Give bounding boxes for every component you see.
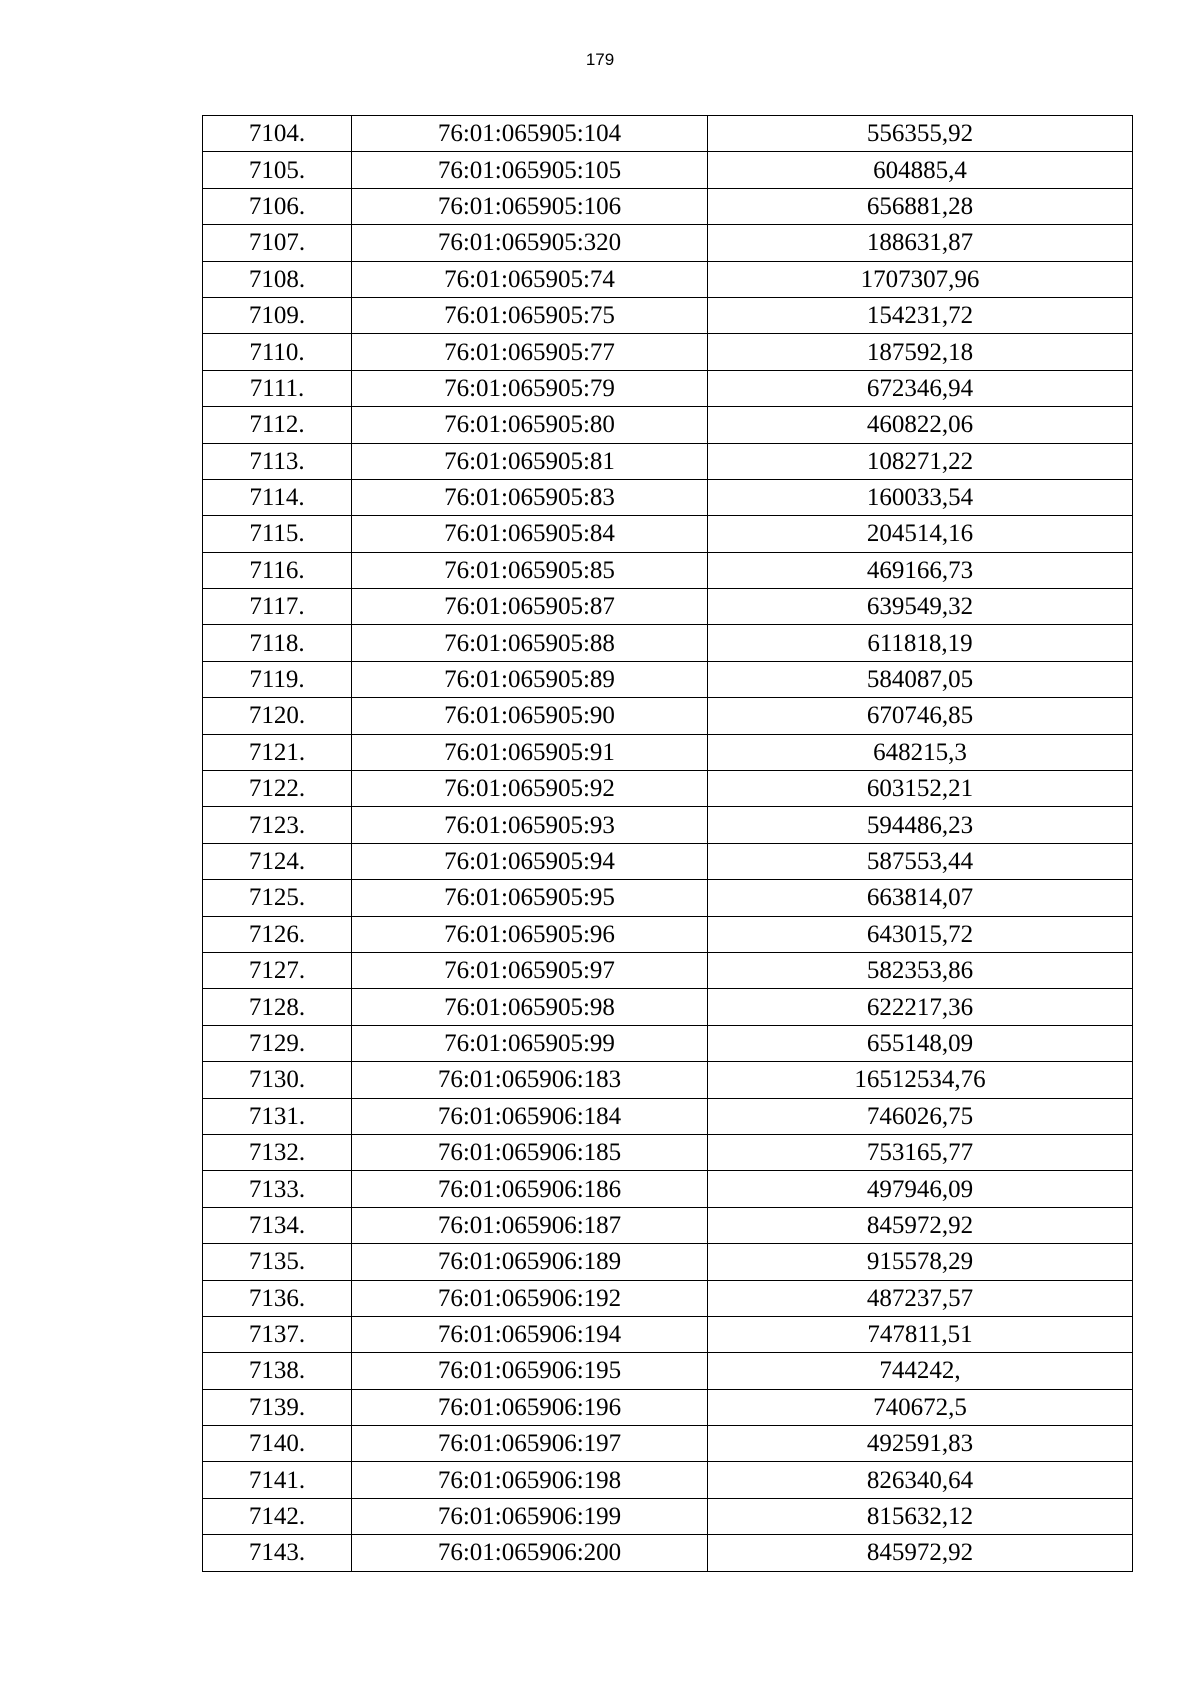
table-row bbox=[203, 1462, 1133, 1498]
table-row bbox=[203, 843, 1133, 879]
cadastral-number-cell: 76:01:065906:185 bbox=[352, 1134, 708, 1170]
row-number-cell: 7110. bbox=[203, 334, 352, 370]
value-cell: 587553,44 bbox=[708, 843, 1133, 879]
row-number-cell: 7124. bbox=[203, 843, 352, 879]
row-number-cell: 7139. bbox=[203, 1389, 352, 1425]
cadastral-number-cell: 76:01:065906:195 bbox=[352, 1353, 708, 1389]
cadastral-number-cell: 76:01:065905:104 bbox=[352, 116, 708, 152]
row-number-cell: 7113. bbox=[203, 443, 352, 479]
row-number-cell: 7105. bbox=[203, 152, 352, 188]
value-cell: 188631,87 bbox=[708, 225, 1133, 261]
table-row bbox=[203, 1025, 1133, 1061]
row-number-cell: 7121. bbox=[203, 734, 352, 770]
table-row bbox=[203, 880, 1133, 916]
cadastral-number-cell: 76:01:065905:74 bbox=[352, 261, 708, 297]
cadastral-number-cell: 76:01:065905:98 bbox=[352, 989, 708, 1025]
value-cell: 611818,19 bbox=[708, 625, 1133, 661]
row-number-cell: 7126. bbox=[203, 916, 352, 952]
table-row bbox=[203, 407, 1133, 443]
value-cell: 815632,12 bbox=[708, 1498, 1133, 1534]
row-number-cell: 7122. bbox=[203, 771, 352, 807]
table-row bbox=[203, 552, 1133, 588]
value-cell: 639549,32 bbox=[708, 589, 1133, 625]
cadastral-number-cell: 76:01:065905:85 bbox=[352, 552, 708, 588]
cadastral-number-cell: 76:01:065905:75 bbox=[352, 297, 708, 333]
table-body bbox=[203, 116, 1133, 1572]
cadastral-number-cell: 76:01:065905:87 bbox=[352, 589, 708, 625]
table-row bbox=[203, 1171, 1133, 1207]
cadastral-number-cell: 76:01:065905:81 bbox=[352, 443, 708, 479]
row-number-cell: 7131. bbox=[203, 1098, 352, 1134]
cadastral-number-cell: 76:01:065905:91 bbox=[352, 734, 708, 770]
cadastral-number-cell: 76:01:065905:77 bbox=[352, 334, 708, 370]
table-row bbox=[203, 1353, 1133, 1389]
row-number-cell: 7118. bbox=[203, 625, 352, 661]
table-row bbox=[203, 1062, 1133, 1098]
value-cell: 845972,92 bbox=[708, 1207, 1133, 1243]
value-cell: 187592,18 bbox=[708, 334, 1133, 370]
cadastral-number-cell: 76:01:065906:186 bbox=[352, 1171, 708, 1207]
row-number-cell: 7140. bbox=[203, 1426, 352, 1462]
row-number-cell: 7119. bbox=[203, 661, 352, 697]
table-row bbox=[203, 1280, 1133, 1316]
table-row bbox=[203, 1535, 1133, 1571]
value-cell: 1707307,96 bbox=[708, 261, 1133, 297]
table-row bbox=[203, 152, 1133, 188]
row-number-cell: 7108. bbox=[203, 261, 352, 297]
table-row bbox=[203, 625, 1133, 661]
cadastral-number-cell: 76:01:065905:88 bbox=[352, 625, 708, 661]
row-number-cell: 7107. bbox=[203, 225, 352, 261]
row-number-cell: 7135. bbox=[203, 1244, 352, 1280]
row-number-cell: 7123. bbox=[203, 807, 352, 843]
cadastral-number-cell: 76:01:065905:84 bbox=[352, 516, 708, 552]
table-row bbox=[203, 1389, 1133, 1425]
table-row bbox=[203, 370, 1133, 406]
row-number-cell: 7116. bbox=[203, 552, 352, 588]
value-cell: 204514,16 bbox=[708, 516, 1133, 552]
value-cell: 487237,57 bbox=[708, 1280, 1133, 1316]
value-cell: 656881,28 bbox=[708, 188, 1133, 224]
row-number-cell: 7129. bbox=[203, 1025, 352, 1061]
table-row bbox=[203, 1134, 1133, 1170]
table-row bbox=[203, 188, 1133, 224]
cadastral-number-cell: 76:01:065906:199 bbox=[352, 1498, 708, 1534]
table-row bbox=[203, 334, 1133, 370]
row-number-cell: 7115. bbox=[203, 516, 352, 552]
value-cell: 915578,29 bbox=[708, 1244, 1133, 1280]
row-number-cell: 7109. bbox=[203, 297, 352, 333]
row-number-cell: 7134. bbox=[203, 1207, 352, 1243]
table-row bbox=[203, 807, 1133, 843]
value-cell: 672346,94 bbox=[708, 370, 1133, 406]
cadastral-number-cell: 76:01:065906:194 bbox=[352, 1316, 708, 1352]
table-row bbox=[203, 225, 1133, 261]
row-number-cell: 7111. bbox=[203, 370, 352, 406]
value-cell: 497946,09 bbox=[708, 1171, 1133, 1207]
cadastral-number-cell: 76:01:065905:105 bbox=[352, 152, 708, 188]
value-cell: 648215,3 bbox=[708, 734, 1133, 770]
value-cell: 469166,73 bbox=[708, 552, 1133, 588]
cadastral-number-cell: 76:01:065905:93 bbox=[352, 807, 708, 843]
value-cell: 460822,06 bbox=[708, 407, 1133, 443]
table-row bbox=[203, 1426, 1133, 1462]
value-cell: 663814,07 bbox=[708, 880, 1133, 916]
table-row bbox=[203, 734, 1133, 770]
cadastral-number-cell: 76:01:065905:80 bbox=[352, 407, 708, 443]
row-number-cell: 7133. bbox=[203, 1171, 352, 1207]
value-cell: 826340,64 bbox=[708, 1462, 1133, 1498]
row-number-cell: 7104. bbox=[203, 116, 352, 152]
row-number-cell: 7143. bbox=[203, 1535, 352, 1571]
value-cell: 603152,21 bbox=[708, 771, 1133, 807]
cadastral-number-cell: 76:01:065905:97 bbox=[352, 952, 708, 988]
row-number-cell: 7127. bbox=[203, 952, 352, 988]
row-number-cell: 7137. bbox=[203, 1316, 352, 1352]
cadastral-number-cell: 76:01:065906:183 bbox=[352, 1062, 708, 1098]
table-row bbox=[203, 516, 1133, 552]
table-row bbox=[203, 916, 1133, 952]
cadastral-number-cell: 76:01:065905:320 bbox=[352, 225, 708, 261]
row-number-cell: 7120. bbox=[203, 698, 352, 734]
cadastral-number-cell: 76:01:065906:197 bbox=[352, 1426, 708, 1462]
cadastral-number-cell: 76:01:065905:99 bbox=[352, 1025, 708, 1061]
value-cell: 655148,09 bbox=[708, 1025, 1133, 1061]
table-row bbox=[203, 1498, 1133, 1534]
value-cell: 594486,23 bbox=[708, 807, 1133, 843]
value-cell: 584087,05 bbox=[708, 661, 1133, 697]
row-number-cell: 7106. bbox=[203, 188, 352, 224]
value-cell: 160033,54 bbox=[708, 479, 1133, 515]
value-cell: 16512534,76 bbox=[708, 1062, 1133, 1098]
cadastral-number-cell: 76:01:065906:187 bbox=[352, 1207, 708, 1243]
row-number-cell: 7128. bbox=[203, 989, 352, 1025]
row-number-cell: 7117. bbox=[203, 589, 352, 625]
row-number-cell: 7138. bbox=[203, 1353, 352, 1389]
table-row bbox=[203, 661, 1133, 697]
row-number-cell: 7112. bbox=[203, 407, 352, 443]
table-row bbox=[203, 443, 1133, 479]
value-cell: 622217,36 bbox=[708, 989, 1133, 1025]
row-number-cell: 7141. bbox=[203, 1462, 352, 1498]
value-cell: 747811,51 bbox=[708, 1316, 1133, 1352]
cadastral-number-cell: 76:01:065906:196 bbox=[352, 1389, 708, 1425]
row-number-cell: 7132. bbox=[203, 1134, 352, 1170]
value-cell: 643015,72 bbox=[708, 916, 1133, 952]
table-row bbox=[203, 952, 1133, 988]
cadastral-number-cell: 76:01:065905:94 bbox=[352, 843, 708, 879]
cadastral-number-cell: 76:01:065905:90 bbox=[352, 698, 708, 734]
table-row bbox=[203, 1316, 1133, 1352]
cadastral-number-cell: 76:01:065905:79 bbox=[352, 370, 708, 406]
cadastral-number-cell: 76:01:065906:198 bbox=[352, 1462, 708, 1498]
cadastral-number-cell: 76:01:065905:89 bbox=[352, 661, 708, 697]
cadastral-number-cell: 76:01:065906:192 bbox=[352, 1280, 708, 1316]
table-row bbox=[203, 116, 1133, 152]
cadastral-number-cell: 76:01:065906:184 bbox=[352, 1098, 708, 1134]
row-number-cell: 7130. bbox=[203, 1062, 352, 1098]
table-row bbox=[203, 479, 1133, 515]
value-cell: 670746,85 bbox=[708, 698, 1133, 734]
value-cell: 154231,72 bbox=[708, 297, 1133, 333]
data-table bbox=[202, 115, 1133, 1572]
value-cell: 556355,92 bbox=[708, 116, 1133, 152]
cadastral-number-cell: 76:01:065905:83 bbox=[352, 479, 708, 515]
value-cell: 492591,83 bbox=[708, 1426, 1133, 1462]
value-cell: 582353,86 bbox=[708, 952, 1133, 988]
table-row bbox=[203, 771, 1133, 807]
table-row bbox=[203, 297, 1133, 333]
row-number-cell: 7114. bbox=[203, 479, 352, 515]
table-row bbox=[203, 1207, 1133, 1243]
value-cell: 845972,92 bbox=[708, 1535, 1133, 1571]
table-row bbox=[203, 1244, 1133, 1280]
value-cell: 604885,4 bbox=[708, 152, 1133, 188]
row-number-cell: 7136. bbox=[203, 1280, 352, 1316]
table-row bbox=[203, 589, 1133, 625]
table-row bbox=[203, 698, 1133, 734]
cadastral-number-cell: 76:01:065905:92 bbox=[352, 771, 708, 807]
data-table-container bbox=[202, 115, 1132, 1572]
value-cell: 744242, bbox=[708, 1353, 1133, 1389]
page-number: 179 bbox=[585, 50, 615, 69]
cadastral-number-cell: 76:01:065906:189 bbox=[352, 1244, 708, 1280]
cadastral-number-cell: 76:01:065905:106 bbox=[352, 188, 708, 224]
value-cell: 740672,5 bbox=[708, 1389, 1133, 1425]
cadastral-number-cell: 76:01:065906:200 bbox=[352, 1535, 708, 1571]
row-number-cell: 7142. bbox=[203, 1498, 352, 1534]
cadastral-number-cell: 76:01:065905:95 bbox=[352, 880, 708, 916]
table-row bbox=[203, 1098, 1133, 1134]
value-cell: 753165,77 bbox=[708, 1134, 1133, 1170]
table-row bbox=[203, 261, 1133, 297]
cadastral-number-cell: 76:01:065905:96 bbox=[352, 916, 708, 952]
value-cell: 108271,22 bbox=[708, 443, 1133, 479]
row-number-cell: 7125. bbox=[203, 880, 352, 916]
table-row bbox=[203, 989, 1133, 1025]
value-cell: 746026,75 bbox=[708, 1098, 1133, 1134]
